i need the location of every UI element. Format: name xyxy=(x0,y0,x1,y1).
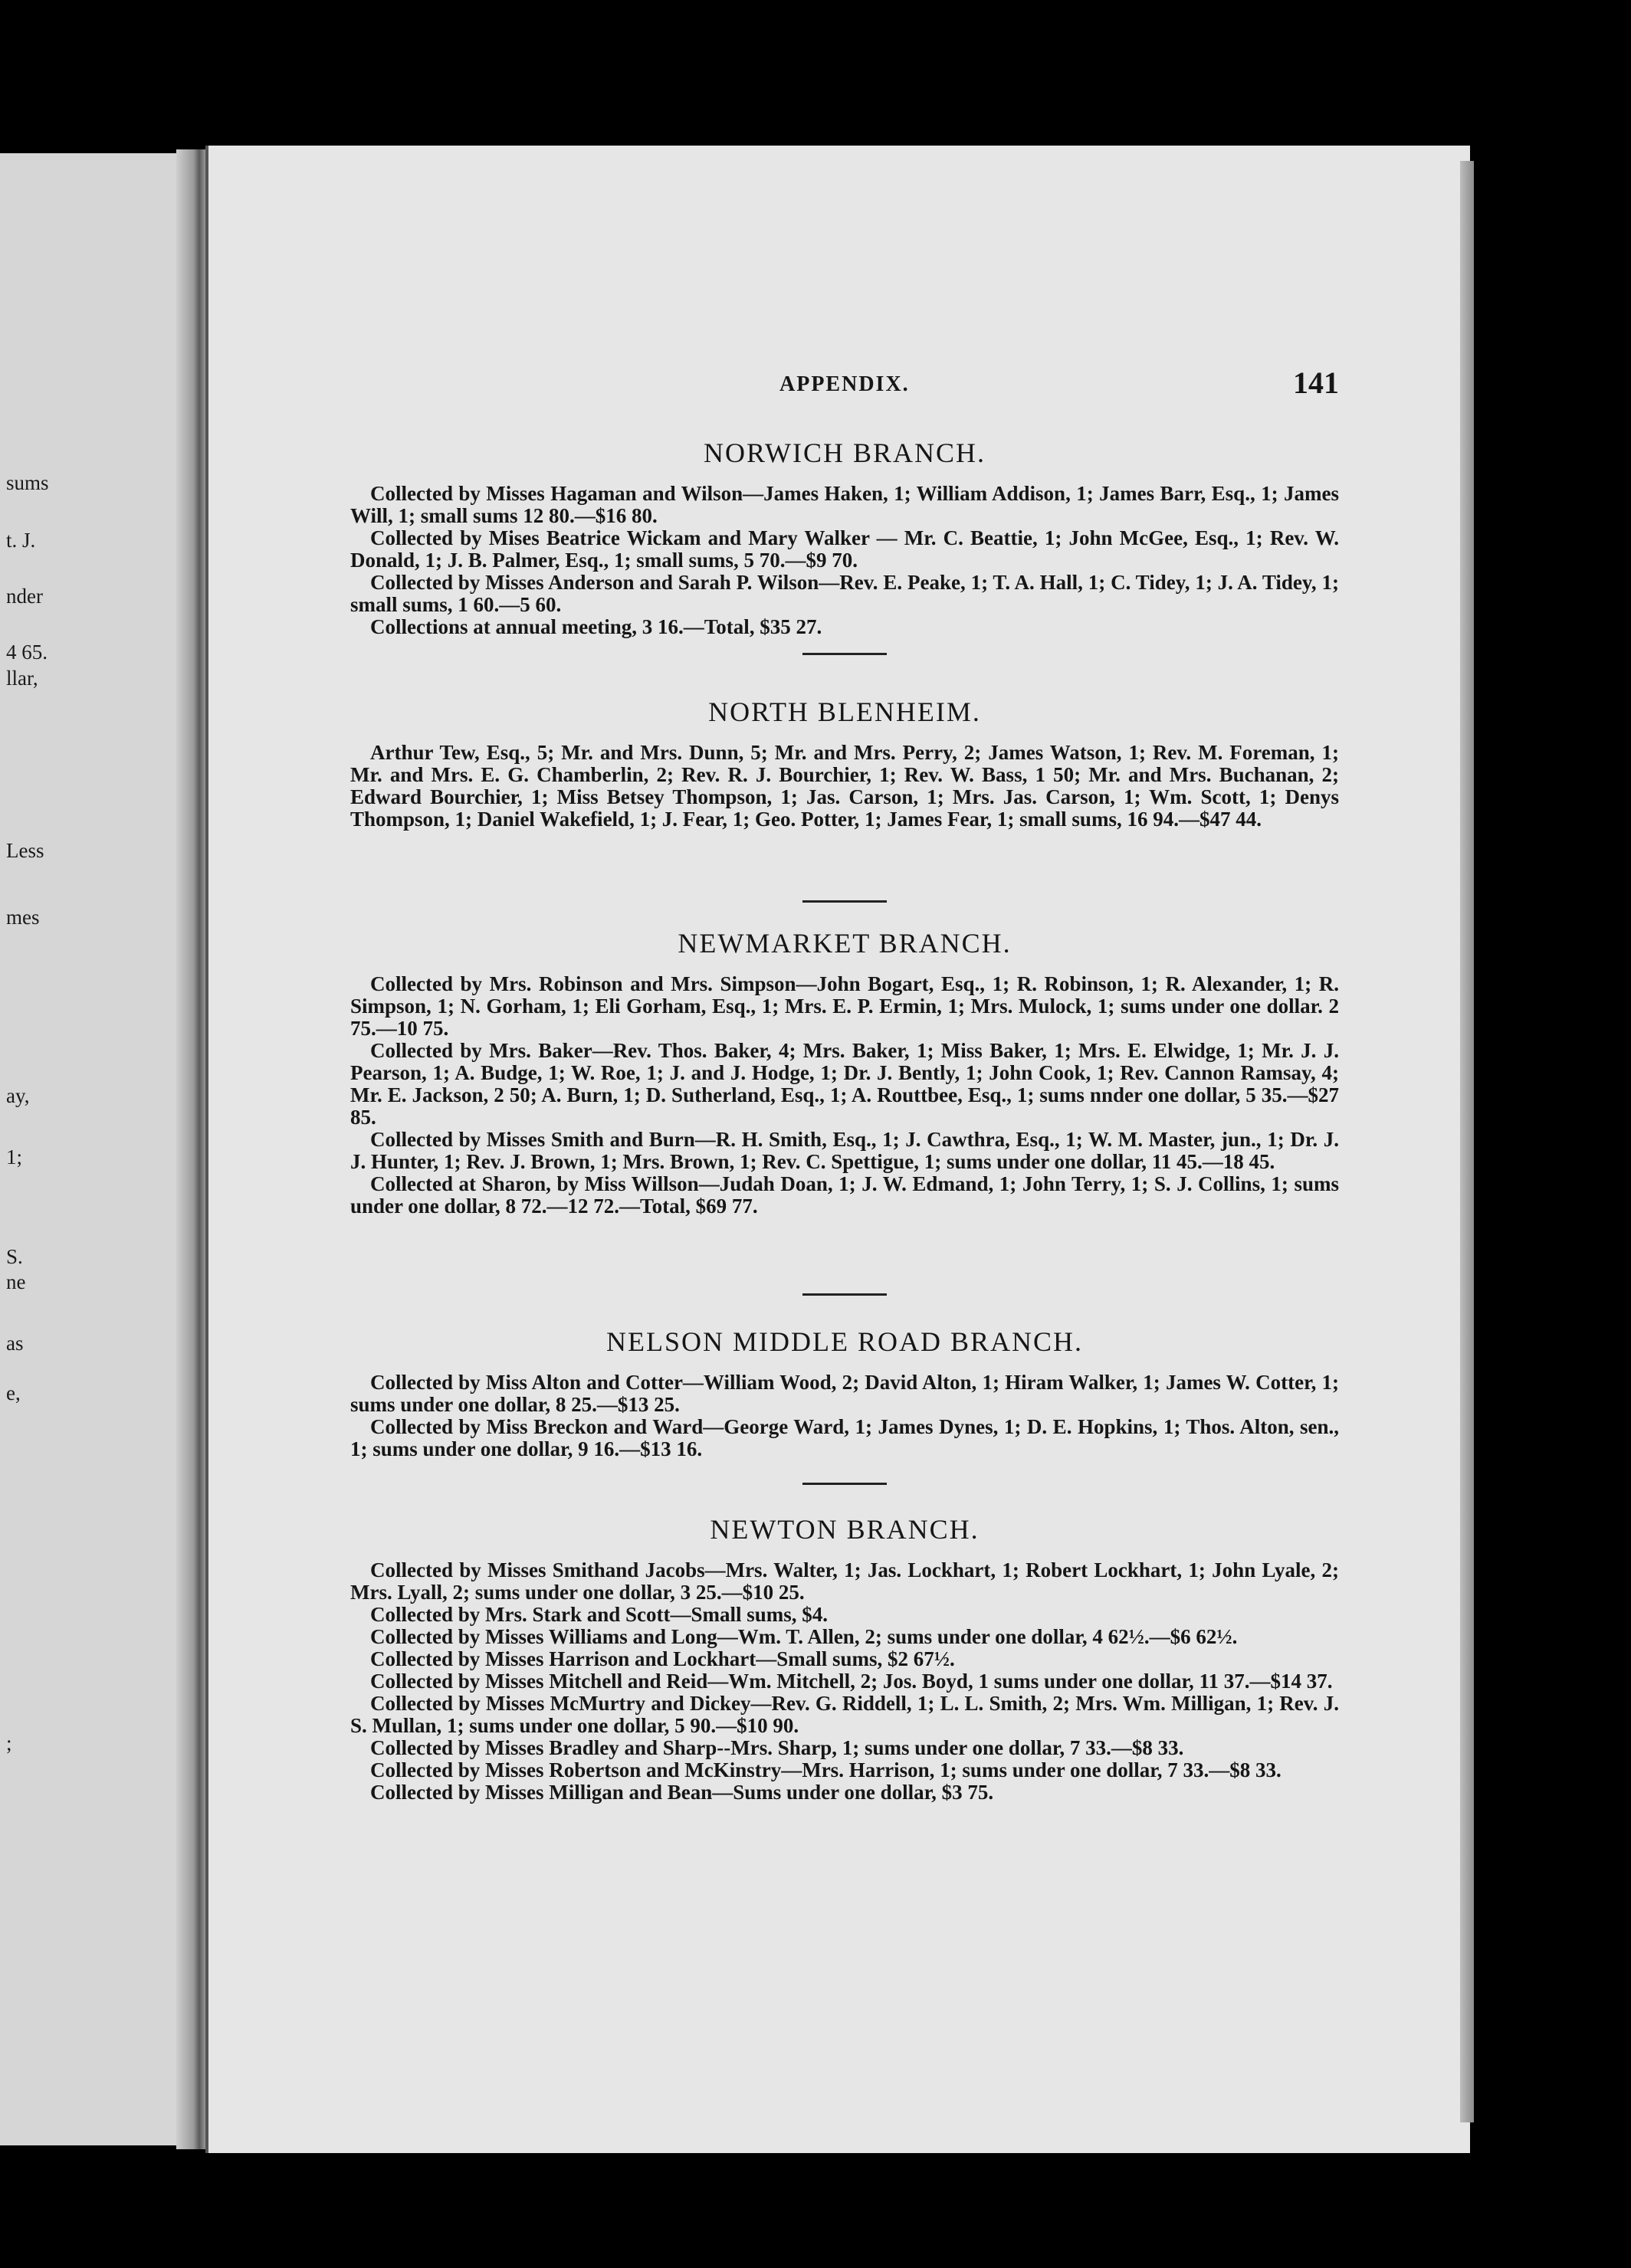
collection-entry: Collected by Mrs. Robinson and Mrs. Simpson—John Bogart, Esq., 1; R. Robinson, 1; R. Alexander, 1; R. Simpson, 1; N. Gorham, 1; Eli Gorham, Esq., 1; Mrs. E. P. Ermin, 1; Mrs. Mulock, 1; sums under one dollar. 2 75.—10 75. xyxy=(350,972,1339,1040)
left-fragment: 4 65. xyxy=(6,641,48,664)
collection-entry: Arthur Tew, Esq., 5; Mr. and Mrs. Dunn, 5; Mr. and Mrs. Perry, 2; James Watson, 1; Rev. M. Foreman, 1; Mr. and Mrs. E. G. Chamberlin, 2; Rev. R. J. Bourchier, 1; Rev. W. Bass, 1 50; Mr. and Mrs. Buchanan, 2; Edward Bourchier, 1; Miss Betsey Thompson, 1; Jas. Carson, 1; Mrs. Jas. Carson, 1; Wm. Scott, 1; Denys Thompson, 1; Daniel Wakefield, 1; J. Fear, 1; Geo. Potter, 1; James Fear, 1; small sums, 16 94.—$47 44. xyxy=(350,741,1339,831)
page-edge xyxy=(1460,161,1474,2122)
section-heading: NEWTON BRANCH. xyxy=(710,1514,980,1545)
page-number: 141 xyxy=(1293,365,1339,400)
left-fragment: ne xyxy=(6,1270,26,1293)
collection-entry: Collected by Misses Smith and Burn—R. H. Smith, Esq., 1; J. Cawthra, Esq., 1; W. M. Master, jun., 1; Dr. J. J. Hunter, 1; Rev. J. Brown, 1; Mrs. Brown, 1; Rev. C. Spettigue, 1; sums under one dollar, 11 45.—18 45. xyxy=(350,1128,1339,1173)
collection-entry: Collected by Misses Anderson and Sarah P. Wilson—Rev. E. Peake, 1; T. A. Hall, 1; C. Tidey, 1; J. A. Tidey, 1; small sums, 1 60.—5 60. xyxy=(350,571,1339,616)
left-fragment: 1; xyxy=(6,1145,23,1168)
section-north-blenheim xyxy=(350,696,1339,831)
section-heading: NEWMARKET BRANCH. xyxy=(678,928,1012,959)
collection-entry: Collected by Misses Robertson and McKinstry—Mrs. Harrison, 1; sums under one dollar, 7 33.—$8 33. xyxy=(370,1758,1282,1781)
divider-rule xyxy=(802,1483,887,1485)
left-fragment: e, xyxy=(6,1381,21,1404)
section-newton-branch xyxy=(350,1513,1339,1804)
left-fragment: llar, xyxy=(6,667,38,690)
collection-entry: Collected by Mrs. Stark and Scott—Small sums, $4. xyxy=(370,1603,829,1626)
left-fragment: S. xyxy=(6,1245,23,1268)
left-fragment: ; xyxy=(6,1732,12,1755)
section-divider xyxy=(350,900,1339,903)
collection-entry: Collected at Sharon, by Miss Willson—Judah Doan, 1; J. W. Edmand, 1; John Terry, 1; S. J. Collins, 1; sums under one dollar, 8 72.—12 72.—Total, $69 77. xyxy=(350,1172,1339,1218)
collection-entry: Collected by Misses Smithand Jacobs—Mrs. Walter, 1; Jas. Lockhart, 1; Robert Lockhart, 1; John Lyale, 2; Mrs. Lyall, 2; sums under one dollar, 3 25.—$10 25. xyxy=(350,1558,1339,1604)
section-divider xyxy=(350,653,1339,655)
section-heading: NELSON MIDDLE ROAD BRANCH. xyxy=(605,1326,1083,1357)
collection-entry: Collected by Misses Mitchell and Reid—Wm. Mitchell, 2; Jos. Boyd, 1 sums under one dollar, 11 37.—$14 37. xyxy=(370,1670,1333,1693)
section-divider xyxy=(350,1483,1339,1485)
left-fragment: t. J. xyxy=(6,529,36,552)
collection-entry: Collected by Misses McMurtry and Dickey—Rev. G. Riddell, 1; L. L. Smith, 2; Mrs. Wm. Milligan, 1; Rev. J. S. Mullan, 1; sums under one dollar, 5 90.—$10 90. xyxy=(350,1692,1339,1737)
running-title: APPENDIX. xyxy=(779,372,910,396)
divider-rule xyxy=(802,653,887,655)
left-fragment: ay, xyxy=(6,1084,30,1107)
collection-entry: Collected by Misses Hagaman and Wilson—James Haken, 1; William Addison, 1; James Barr, Esq., 1; James Will, 1; small sums 12 80.—$16 80. xyxy=(350,482,1339,527)
collection-entry: Collected by Mises Beatrice Wickam and Mary Walker — Mr. C. Beattie, 1; John McGee, Esq., 1; Rev. W. Donald, 1; J. B. Palmer, Esq., 1; small sums, 5 70.—$9 70. xyxy=(350,526,1339,572)
section-norwich-branch xyxy=(350,437,1339,638)
collection-entry: Collected by Miss Breckon and Ward—George Ward, 1; James Dynes, 1; D. E. Hopkins, 1; Thos. Alton, sen., 1; sums under one dollar, 9 16.—$13 16. xyxy=(350,1415,1339,1460)
divider-rule xyxy=(802,1293,887,1296)
collection-entry: Collected by Misses Harrison and Lockhart—Small sums, $2 67½. xyxy=(370,1647,955,1670)
collection-entry: Collected by Misses Bradley and Sharp--Mrs. Sharp, 1; sums under one dollar, 7 33.—$8 33. xyxy=(370,1736,1184,1759)
section-newmarket-branch xyxy=(350,927,1339,1218)
left-fragment: Less xyxy=(6,839,44,862)
section-nelson-middle-road-branch xyxy=(350,1326,1339,1460)
left-fragment: mes xyxy=(6,906,40,929)
collection-entry: Collected by Mrs. Baker—Rev. Thos. Baker, 4; Mrs. Baker, 1; Miss Baker, 1; Mrs. E. Elwidge, 1; Mr. J. J. Pearson, 1; A. Budge, 1; W. Roe, 1; J. and J. Hodge, 1; Dr. J. Bently, 1; John Cook, 1; Rev. Cannon Ramsay, 4; Mr. E. Jackson, 2 50; A. Burn, 1; D. Sutherland, Esq., 1; A. Routtbee, Esq., 1; sums nnder one dollar, 5 35.—$27 85. xyxy=(350,1039,1339,1129)
collection-entry: Collected by Misses Williams and Long—Wm. T. Allen, 2; sums under one dollar, 4 62½.—$6 62½. xyxy=(370,1625,1238,1648)
left-fragment: nder xyxy=(6,585,43,608)
collection-entry: Collected by Misses Milligan and Bean—Sums under one dollar, $3 75. xyxy=(370,1781,994,1804)
right-page xyxy=(205,146,1470,2153)
section-heading: NORWICH BRANCH. xyxy=(703,438,986,468)
running-head xyxy=(350,365,1339,406)
left-facing-page xyxy=(0,153,201,2145)
section-divider xyxy=(350,1293,1339,1296)
left-fragment: as xyxy=(6,1332,24,1355)
divider-rule xyxy=(802,900,887,903)
left-fragment: sums xyxy=(6,471,49,494)
collection-entry: Collected by Miss Alton and Cotter—William Wood, 2; David Alton, 1; Hiram Walker, 1; James W. Cotter, 1; sums under one dollar, 8 25.—$13 25. xyxy=(350,1371,1339,1416)
collection-entry: Collections at annual meeting, 3 16.—Total, $35 27. xyxy=(370,615,822,638)
section-heading: NORTH BLENHEIM. xyxy=(708,696,981,727)
left-page-text-fragments xyxy=(0,153,201,2145)
